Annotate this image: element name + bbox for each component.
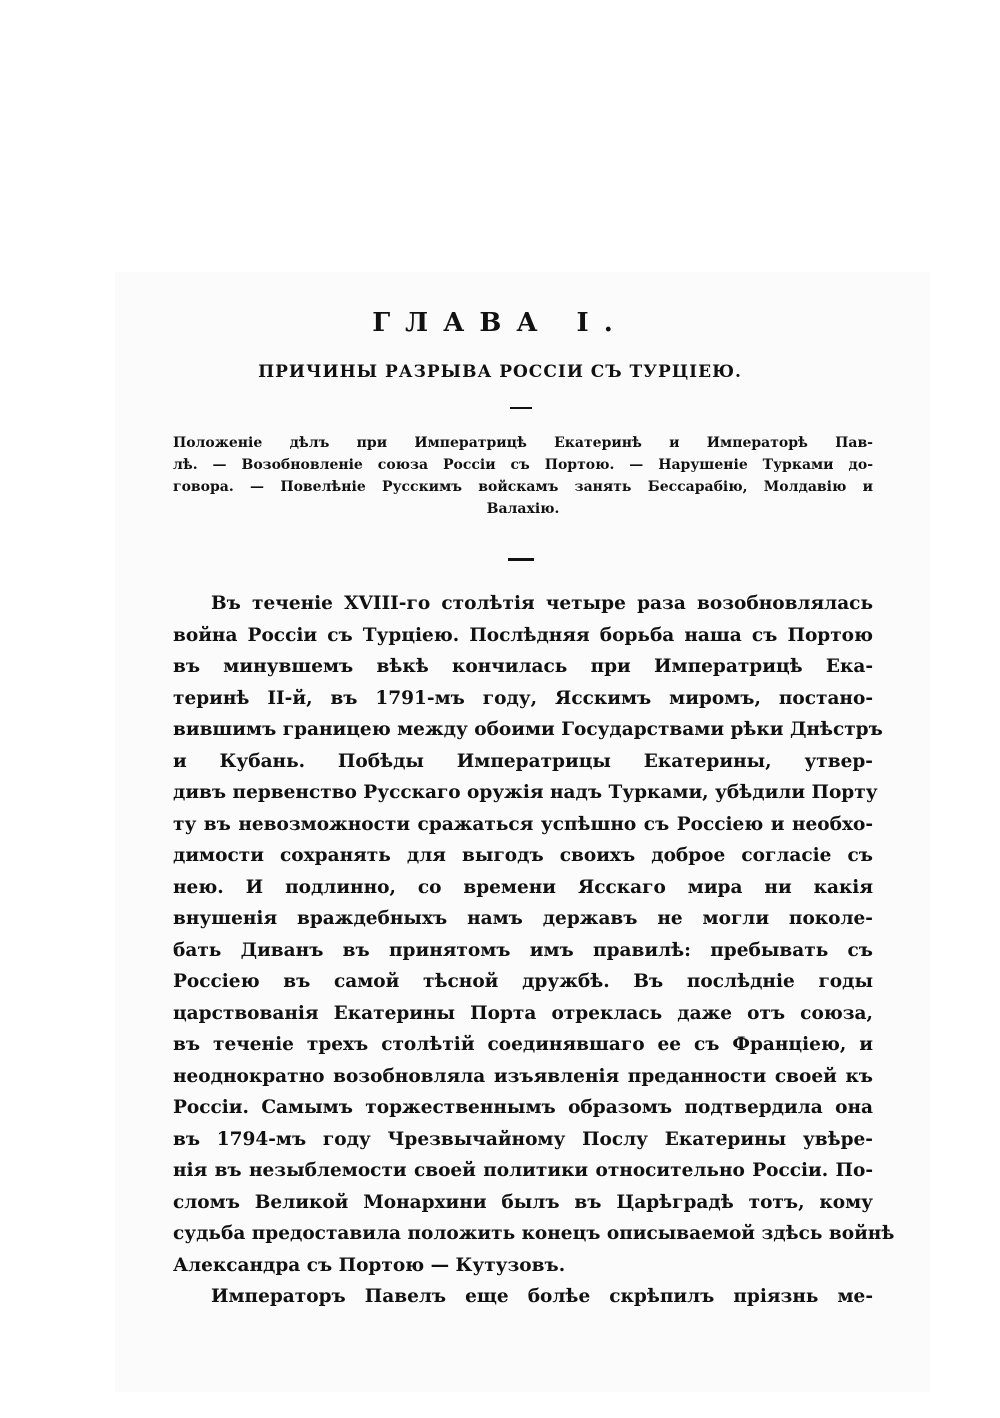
body-line: ту въ невозможности сражаться успѣшно съ Россіею и необхо- xyxy=(173,813,873,835)
body-line: война Россіи съ Турціею. Послѣдняя борьба наша съ Портою xyxy=(173,624,873,646)
body-line: въ минувшемъ вѣкѣ кончилась при Императрицѣ Ека- xyxy=(173,656,873,677)
body-line: Александра съ Портою — Кутузовъ. xyxy=(173,1254,566,1276)
summary-line: Валахію. xyxy=(486,501,560,517)
body-line: внушенія враждебныхъ намъ державъ не могли поколе- xyxy=(173,908,873,929)
body-line: и Кубань. Побѣды Императрицы Екатерины, утвер- xyxy=(173,750,873,772)
body-line: теринѣ II-й, въ 1791-мъ году, Ясскимъ миромъ, постано- xyxy=(173,687,873,709)
chapter-title: ГЛАВА I. xyxy=(372,308,628,338)
body-line: Россіи. Самымъ торжественнымъ образомъ подтвердила она xyxy=(173,1097,873,1118)
body-line: Въ теченіе XVIII-го столѣтія четыре раза возобновлялась xyxy=(211,593,873,614)
body-line: сломъ Великой Монархини былъ въ Царѣградѣ тотъ, кому xyxy=(173,1191,873,1213)
body-line: въ 1794-мъ году Чрезвычайному Послу Екатерины увѣре- xyxy=(173,1128,873,1150)
body-line: димости сохранять для выгодъ своихъ доброе согласіе съ xyxy=(173,845,873,866)
body-line: неоднократно возобновляла изъявленія преданности своей къ xyxy=(173,1065,873,1087)
body-line: судьба предоставила положить конецъ описываемой здѣсь войнѣ xyxy=(173,1223,895,1244)
chapter-subtitle: ПРИЧИНЫ РАЗРЫВА РОССІИ СЪ ТУРЦІЕЮ. xyxy=(258,362,742,382)
body-line: въ теченіе трехъ столѣтій соединявшаго ее съ Франціею, и xyxy=(173,1034,873,1055)
body-line: Императоръ Павелъ еще болѣе скрѣпилъ пріязнь ме- xyxy=(211,1286,873,1307)
body-line: дивъ первенство Русскаго оружія надъ Турками, убѣдили Порту xyxy=(173,782,878,803)
summary-line: Положеніе дѣлъ при Императрицѣ Екатеринѣ и Императорѣ Пав- xyxy=(173,435,873,451)
divider-rule xyxy=(510,407,532,409)
body-line: царствованія Екатерины Порта отреклась даже отъ союза, xyxy=(173,1002,873,1024)
body-line: бать Диванъ въ принятомъ имъ правилѣ: пребывать съ xyxy=(173,939,873,961)
body-line: нею. И подлинно, со времени Ясскаго мира ни какія xyxy=(173,876,873,898)
body-text xyxy=(173,588,895,1313)
chapter-summary xyxy=(173,432,873,520)
body-line: Россіею въ самой тѣсной дружбѣ. Въ послѣдніе годы xyxy=(173,971,873,992)
summary-line: говора. — Повелѣніе Русскимъ войскамъ занять Бессарабію, Молдавію и xyxy=(173,479,873,495)
body-line: вившимъ границею между обоими Государствами рѣки Днѣстръ xyxy=(173,719,883,740)
body-line: нія въ незыблемости своей политики относительно Россіи. По- xyxy=(173,1160,873,1181)
summary-line: лѣ. — Возобновленіе союза Россіи съ Портою. — Нарушеніе Турками до- xyxy=(173,457,873,473)
divider-rule xyxy=(508,558,534,561)
